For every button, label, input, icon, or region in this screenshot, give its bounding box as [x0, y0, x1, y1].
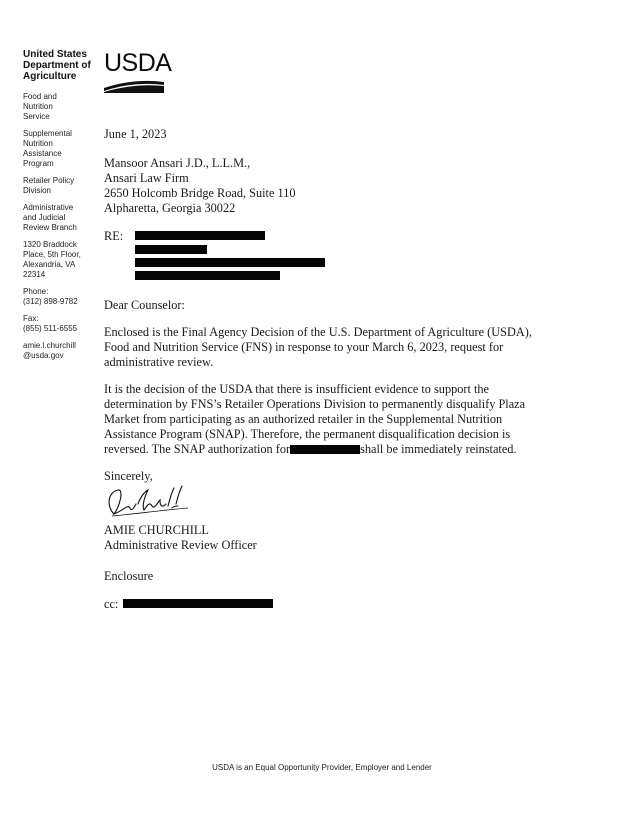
- logo-field-icon: [104, 76, 164, 96]
- closing: Sincerely,: [104, 469, 153, 483]
- salutation: Dear Counselor:: [104, 298, 185, 312]
- redaction-bar: [123, 599, 273, 608]
- paragraph-2: It is the decision of the USDA that there is insufficient evidence to support the determination by FNS’s Retailer Operations Division to permanently disqualify Plaza Market from participating as an authorized retailer in the Supplemental Nutrition Assistance Program (SNAP). Therefore, the permanent disqualification decision is reversed. The SNAP authorization for shall be immediately reinstated.: [104, 382, 526, 456]
- paragraph-1: Enclosed is the Final Agency Decision of the U.S. Department of Agriculture (USDA), Food and Nutrition Service (FNS) in response to your March 6, 2023, request for administrative review.: [104, 325, 532, 369]
- signer-name: AMIE CHURCHILL: [104, 523, 209, 537]
- cc-label: cc:: [104, 597, 119, 611]
- footer: USDA is an Equal Opportunity Provider, Employer and Lender: [212, 763, 432, 772]
- sidebar-address: 1320 Braddock Place, 5th Floor, Alexandria, VA 22314: [23, 240, 81, 279]
- re-label: RE:: [104, 229, 124, 243]
- redaction-bar: [135, 271, 280, 280]
- letter-date: June 1, 2023: [104, 127, 167, 141]
- signature: [104, 484, 194, 524]
- sidebar-fax: Fax: (855) 511-6555: [23, 314, 78, 333]
- redaction-bar: [135, 245, 207, 254]
- sidebar-branch: Administrative and Judicial Review Branch: [23, 203, 77, 232]
- sidebar-phone: Phone: (312) 898-9782: [23, 287, 78, 306]
- signer-title: Administrative Review Officer: [104, 538, 257, 552]
- redaction-bar: [135, 231, 265, 240]
- agency-name: United States Department of Agriculture: [23, 49, 91, 82]
- sidebar-division: Retailer Policy Division: [23, 176, 75, 195]
- redaction-bar: [135, 258, 325, 267]
- paragraph-2-last-line: reversed. The SNAP authorization for shall be immediately reinstated.: [104, 442, 517, 456]
- recipient-address: Mansoor Ansari J.D., L.L.M., Ansari Law Firm 2650 Holcomb Bridge Road, Suite 110 Alpharetta, Georgia 30022: [104, 156, 296, 215]
- sidebar-program: Supplemental Nutrition Assistance Program: [23, 129, 72, 168]
- sidebar-email: amie.l.churchill @usda.gov: [23, 341, 76, 360]
- redaction-bar: [290, 445, 360, 454]
- signature-block: [104, 523, 257, 553]
- usda-logo: [104, 49, 172, 96]
- logo-text: USDA: [104, 49, 172, 77]
- sidebar-service: Food and Nutrition Service: [23, 92, 57, 121]
- sidebar: [23, 49, 95, 368]
- enclosure-note: Enclosure: [104, 569, 154, 583]
